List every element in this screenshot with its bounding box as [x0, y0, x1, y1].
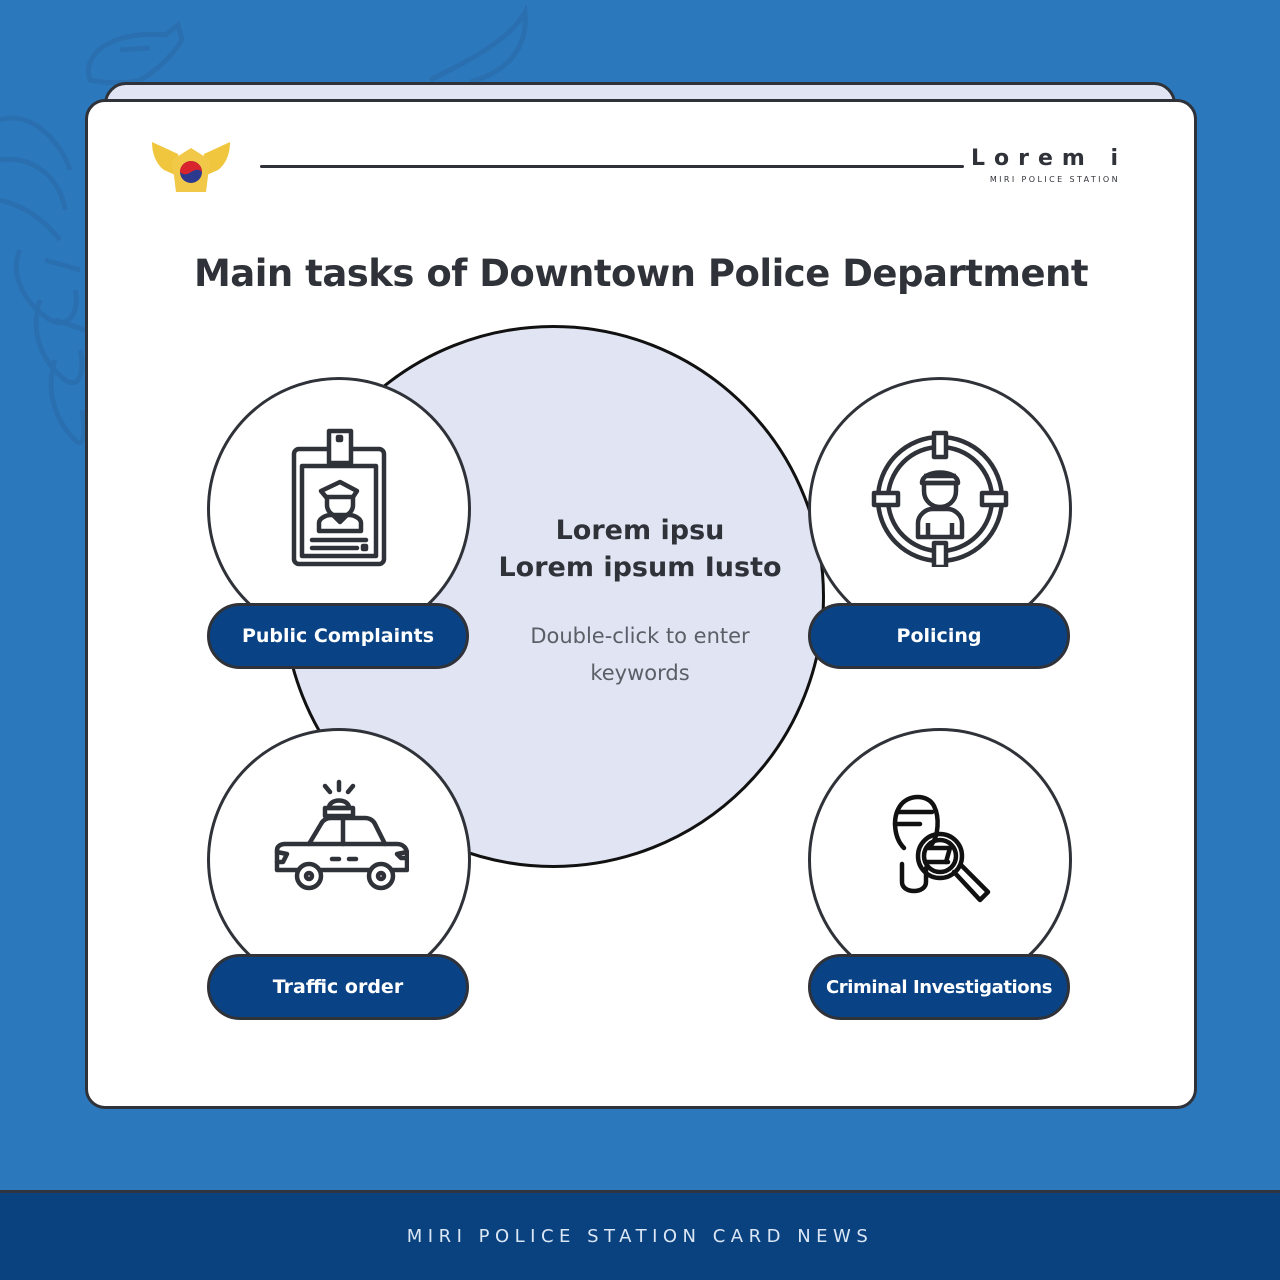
brand-block [970, 146, 1127, 184]
center-heading-line-1: Lorem ipsu [555, 515, 725, 546]
center-keywords-placeholder[interactable] [0, 618, 1280, 692]
task-pill-traffic-order[interactable]: Traffic order [207, 954, 469, 1020]
header-divider [260, 165, 964, 168]
footer-text: MIRI POLICE STATION CARD NEWS [406, 1226, 874, 1247]
task-pill-public-complaints[interactable]: Public Complaints [207, 603, 469, 669]
police-car-icon [269, 778, 409, 918]
task-traffic-order [207, 728, 471, 1022]
suspect-target-icon [870, 427, 1010, 567]
police-emblem-icon [150, 140, 232, 196]
brand-title: Lorem i [970, 146, 1127, 171]
center-heading [0, 512, 1280, 586]
footer-bar [0, 1190, 1280, 1280]
task-pill-criminal-investigations[interactable]: Criminal Investigations [808, 954, 1070, 1020]
police-id-badge-icon [269, 427, 409, 567]
task-pill-policing[interactable]: Policing [808, 603, 1070, 669]
footprint-magnifier-icon [870, 778, 1010, 918]
center-sub-line-1: Double-click to enter [530, 624, 750, 648]
center-heading-line-2: Lorem ipsum Iusto [498, 552, 782, 583]
page-title: Main tasks of Downtown Police Department [193, 252, 1089, 295]
brand-subtitle: MIRI POLICE STATION [989, 175, 1120, 184]
center-sub-line-2: keywords [590, 661, 690, 685]
task-policing [808, 377, 1072, 671]
task-criminal-investigations [808, 728, 1072, 1022]
task-public-complaints [207, 377, 471, 671]
